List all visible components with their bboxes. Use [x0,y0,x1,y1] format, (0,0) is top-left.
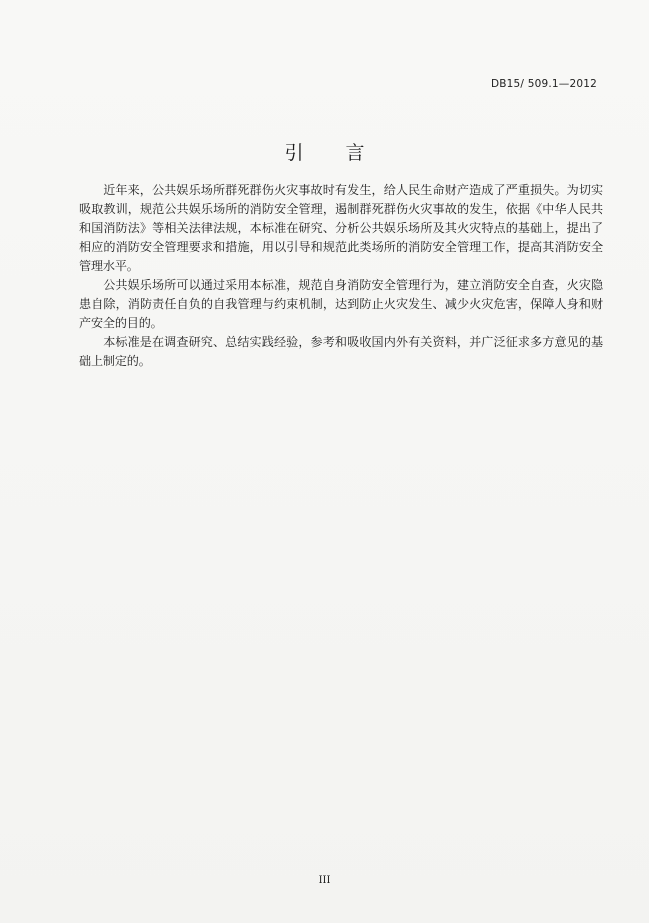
paragraph-3: 本标准是在调查研究、总结实践经验，参考和吸收国内外有关资料，并广泛征求多方意见的基础上制定的。 [79,335,603,368]
page-title: 引言 [284,142,407,164]
introduction-body [79,181,603,371]
document-code: DB15/ 509.1—2012 [490,78,597,90]
page-number: III [318,875,331,886]
paragraph-1: 近年来，公共娱乐场所群死群伤火灾事故时有发生，给人民生命财产造成了严重损失。为切实吸取教训，规范公共娱乐场所的消防安全管理，遏制群死群伤火灾事故的发生，依据《中华人民共和国消防法》等相关法律法规，本标准在研究、分析公共娱乐场所及其火灾特点的基础上，提出了相应的消防安全管理要求和措施，用以引导和规范此类场所的消防安全管理工作，提高其消防安全管理水平。 [79,183,603,273]
paragraph-2: 公共娱乐场所可以通过采用本标准，规范自身消防安全管理行为，建立消防安全自查，火灾隐患自除，消防责任自负的自我管理与约束机制，达到防止火灾发生、减少火灾危害，保障人身和财产安全的目的。 [79,278,603,330]
